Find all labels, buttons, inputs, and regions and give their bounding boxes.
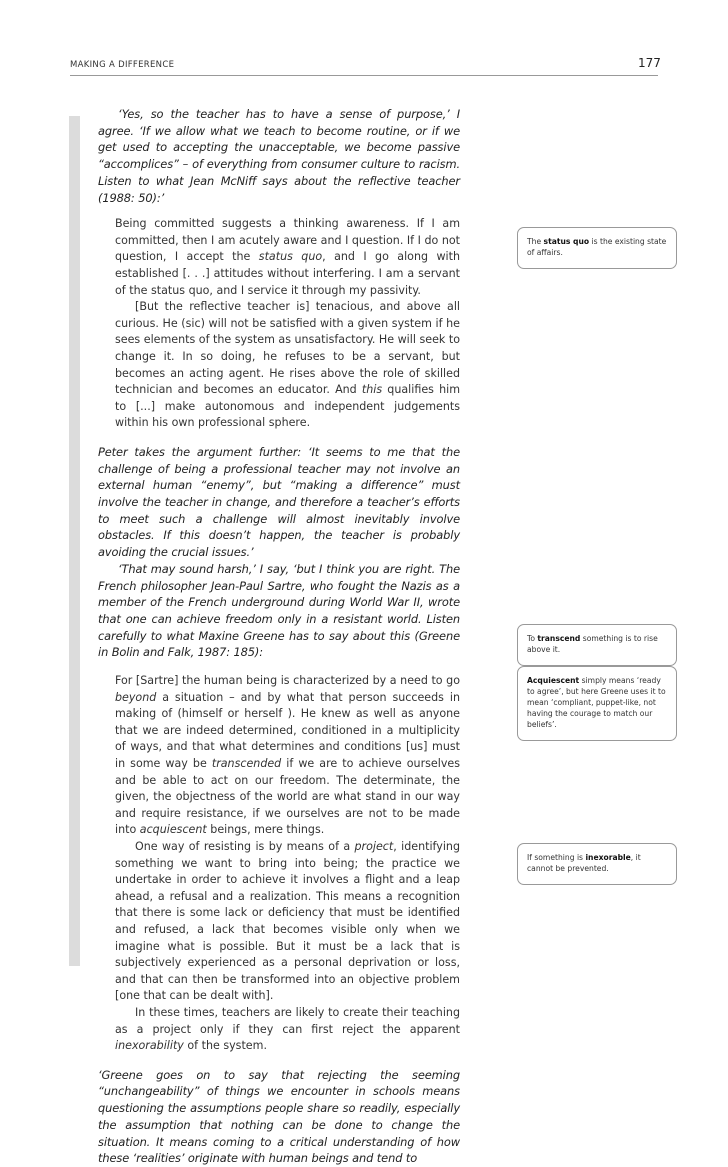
intro-paragraph: ‘Yes, so the teacher has to have a sense of purpose,’ I agree. ‘If we allow what we teach to become routine, or if we get used to accepting the unacceptable, we become passive “accomplices” – of everything from consumer culture to racism. Listen to what Jean McNiff says about the reflective teacher (1988: 50):’	[98, 107, 460, 205]
quote-paragraph: For [Sartre] the human being is characterized by a need to go beyond a situation – and by what that person succeeds in making of (himself or herself ). He knew as well as anyone that we are indeed determined, conditioned in a multiplicity of ways, and that what determines and conditions [us] must in some way be transcended if we are to achieve ourselves and be able to act on our freedom. The determinate, the given, the objectness of the world are what stand in our way and require resistance, if we ourselves are not to be made into acquiescent beings, mere things.	[115, 674, 460, 837]
running-header: MAKING A DIFFERENCE	[70, 60, 175, 70]
margin-note-transcend: To transcend something is to rise above it.	[517, 624, 677, 666]
term-status-quo: status quo	[258, 250, 323, 264]
quote-paragraph: [But the reflective teacher is] tenacious, and above all curious. He (sic) will not be satisfied with a given system if he sees elements of the system as unsatisfactory. He will seek to change it. In so doing, he refuses to be a servant, but becomes an acting agent. He rises above the role of skilled technician and becomes an educator. And this qualifies him to [...] make autonomous and independent judgements within his own professional sphere.	[115, 300, 460, 430]
quote-paragraph: In these times, teachers are likely to create their teaching as a project only if they can first reject the apparent inexorability of the system.	[115, 1005, 460, 1053]
closing-paragraph: ‘Greene goes on to say that rejecting the seeming “unchangeability” of things we encounter in schools means questioning the assumptions people share so readily, especially the assumption that nothing can be done to change the situation. It means coming to a critical understanding of how these ‘realities’ originate with human beings and tend to	[98, 1067, 460, 1166]
page-number: 177	[638, 56, 661, 70]
term-project: project	[354, 840, 394, 854]
margin-note-status-quo: The status quo is the existing state of affairs.	[517, 227, 677, 269]
term-acquiescent: acquiescent	[139, 823, 207, 837]
term-beyond: beyond	[115, 690, 157, 704]
quote-paragraph: One way of resisting is by means of a project, identifying something we want to bring into being; the practice we undertake in order to achieve it involves a flight and a leap ahead, a refusal and a realization. This means a recognition that there is some lack or deficiency that must be identified and refused, a lack that becomes visible only when we imagine what is possible. But it must be a lack that is subjectively experienced as a personal deprivation or loss, and that can then be transformed into an objective problem [one that can be dealt with].	[115, 840, 460, 1003]
term-transcended: transcended	[211, 757, 282, 771]
header-rule	[70, 75, 658, 76]
term-this: this	[361, 383, 383, 397]
quote-paragraph: Being committed suggests a thinking awareness. If I am committed, then I am acutely aware and I question. If I do not question, I accept the status quo, and I go along with established [. . .] attitudes without interfering. I am a servant of the status quo, and I service it through my passivity.	[115, 217, 460, 297]
greene-quote	[98, 673, 460, 1055]
sidebar-bar	[69, 116, 80, 966]
main-text	[98, 106, 460, 1167]
margin-note-acquiescent: Acquiescent simply means ‘ready to agree’, but here Greene uses it to mean ‘compliant, puppet-like, not having the courage to match our beliefs’.	[517, 666, 677, 741]
peter-paragraph: Peter takes the argument further: ‘It seems to me that the challenge of being a professional teacher may not involve an external human “enemy”, but “making a difference” must involve the teacher in change, and therefore a teacher’s efforts to meet such a challenge will almost inevitably involve obstacles. If this doesn’t happen, the teacher is probably avoiding the crucial issues.’	[98, 444, 460, 560]
margin-note-inexorable: If something is inexorable, it cannot be prevented.	[517, 843, 677, 885]
sartre-paragraph: ‘That may sound harsh,’ I say, ‘but I think you are right. The French philosopher Jean-Paul Sartre, who fought the Nazis as a member of the French underground during World War II, wrote that one can achieve freedom only in a resistant world. Listen carefully to what Maxine Greene has to say about this (Greene in Bolin and Falk, 1987: 185):	[98, 561, 460, 660]
mcniff-quote	[98, 216, 460, 432]
term-inexorability: inexorability	[115, 1039, 184, 1053]
